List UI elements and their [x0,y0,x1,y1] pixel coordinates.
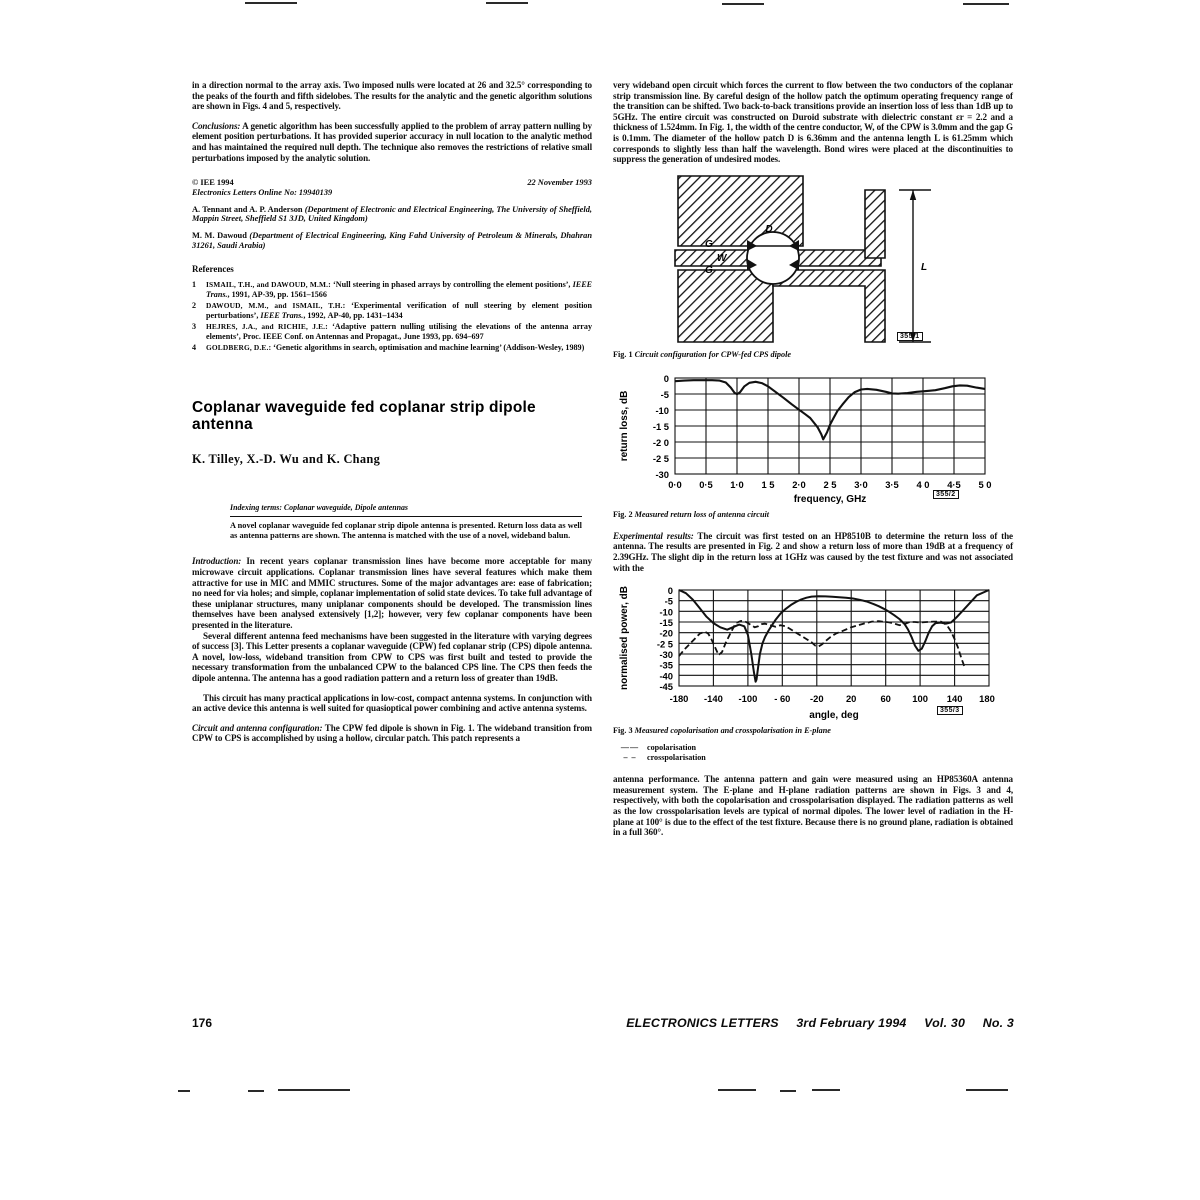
abstract-rule [230,516,582,541]
figure-2-caption [613,510,1013,520]
figure-2 [613,370,1013,525]
journal-name: ELECTRONICS LETTERS [626,1016,779,1030]
figure-3 [613,582,1013,770]
figure-1-caption [613,350,1013,360]
crop-mark-bottom-7 [966,1089,1008,1091]
figure-1-id-box: 355/1 [897,332,923,341]
legend-key-solid-line-icon: —— [620,742,640,752]
affiliation-2-address: (Department of Electrical Engineering, King Fahd University of Petroleum & Minerals, Dhahran 31261, Saudi Arabia) [192,230,592,250]
abstract-text: A novel coplanar waveguide fed coplanar strip dipole antenna is presented. Return loss data as well as antenna patterns are shown. The antenna is matched with the use of a novel, wideband balun. [230,520,582,540]
figure-1 [613,174,1013,370]
figure-2-ytick: -2 0 [652,436,669,448]
figure-2-id-box: 355/2 [933,490,959,499]
figure-2-xtick: 2 5 [823,478,837,490]
figure-3-xtick: 180 [979,693,995,705]
article-one-conclusions [192,121,592,163]
figure-3-ytick: -2 5 [656,638,673,650]
figure-1-label-gap-bottom: G [705,264,713,276]
figure-3-chart [613,582,1013,722]
figure-2-xtick: 4 0 [916,478,930,490]
figure-3-caption [613,726,1013,736]
crop-mark-bottom-5 [780,1090,796,1092]
figure-2-ytick: -10 [655,404,669,416]
article-one-continued-paragraph: in a direction normal to the array axis. Two imposed nulls were located at 26 and 32.5° corresponding to the peaks of the fourth and fifth sidelobes. The results for the analytic and the genetic algorithm solutions are shown in Figs. 4 and 5, respectively. [192,80,592,112]
figure-2-ytick: 0 [663,372,669,384]
figure-3-ytick: -40 [659,670,673,682]
folio-page-number: 176 [192,1016,213,1030]
figure-3-ytick: 0 [667,585,673,597]
figure-3-xtick: -180 [669,693,689,705]
figure-3-caption-text: Measured copolarisation and crosspolarisation in E-plane [632,726,831,736]
reference-volume: AP-40 [327,310,350,320]
figure-2-caption-label: Fig. 2 [613,509,633,519]
conclusions-heading: Conclusions: [192,120,241,131]
affiliation-2 [192,231,592,250]
reference-number: 3 [192,322,197,332]
figure-1-caption-text: Circuit configuration for CPW-fed CPS dipole [632,349,792,359]
configuration-heading: Circuit and antenna configuration: [192,722,323,733]
references-heading: References [192,264,234,275]
article-two-title: Coplanar waveguide fed coplanar strip dipole antenna [192,398,536,433]
copyright-notice: © IEE 1994 [192,178,234,188]
figure-2-xtick: 5 0 [978,478,992,490]
figure-3-caption-label: Fig. 3 [613,726,633,736]
figure-2-chart [613,370,1013,506]
figure-3-ytick: -45 [659,681,673,693]
configuration-text: The CPW fed dipole is shown in Fig. 1. The wideband transition from CPW to CPS is accomplished by using a hollow, circular patch. This patch represents a [192,722,592,744]
affiliation-2-names: M. M. Dawoud [192,230,247,240]
crop-mark-top-1 [245,2,297,4]
figure-2-xtick: 0·0 [668,478,682,490]
journal-date: 3rd February 1994 [796,1016,907,1030]
conclusions-text: A genetic algorithm has been successfully applied to the problem of array pattern nulling by element position perturbations. It has provided superior accuracy in null location to the analytic method and has maintained the required null depth. The technique also removes the restrictions of relative small perturbations imposed by the analytic solution. [192,120,592,163]
received-date: 22 November 1993 [527,178,592,188]
reference-title: : ‘Genetic algorithms in search, optimisation and machine learning’ (Addison-Wesley, 1989) [268,343,585,353]
figure-2-xtick: 4·5 [947,478,961,490]
affiliation-1 [192,205,592,224]
reference-journal: IEEE Trans. [206,280,592,299]
figure-3-ylabel: normalised power, dB [619,586,630,691]
crop-mark-bottom-2 [248,1090,264,1092]
reference-volume: AP-39 [251,289,274,299]
figure-1-caption-label: Fig. 1 [613,349,633,359]
reference-text [206,343,592,353]
reference-title: : ‘Null steering in phased arrays by controlling the element positions’, [328,280,573,290]
crop-mark-top-3 [722,3,764,5]
results-text: The circuit was first tested on an HP8510B to determine the return loss of the antenna. The results are presented in Fig. 2 and show a return loss of more than 19dB at a frequency of 2.39GHz. The slight dip in the return loss at 1GHz was caused by the test fixture and was not associated with the [613,530,1013,573]
page-footer [192,1016,1014,1030]
reference-item [192,301,592,320]
crop-mark-bottom-3 [278,1089,350,1091]
figure-1-diagram [613,174,1013,346]
reference-journal: IEEE Trans. [260,310,304,320]
results-heading: Experimental results: [613,530,694,541]
reference-number: 2 [192,301,197,311]
figure-1-label-gap-top: G [705,238,713,250]
figure-3-xtick: 100 [912,693,928,705]
journal-imprint [626,1016,1014,1030]
figure-2-xtick: 2·0 [792,478,806,490]
figure-3-ytick: -30 [659,649,673,661]
figure-1-label-width: W [717,252,727,264]
figure-3-ytick: -10 [659,606,673,618]
reference-number: 1 [192,280,197,290]
abstract-block [230,503,582,541]
article-two-authors: K. Tilley, X.-D. Wu and K. Chang [192,451,381,466]
reference-number: 4 [192,343,197,353]
figure-3-ytick: -5 [664,595,673,607]
figure-2-xtick: 3·0 [854,478,868,490]
legend-label-crosspolarisation: crosspolarisation [647,753,706,763]
reference-authors: DAWOUD, M.M., and ISMAIL, T.H. [206,301,343,311]
reference-year: , 1991, [227,289,252,299]
affiliation-1-address: (Department of Electronic and Electrical Engineering, The University of Sheffield, Mappin Street, Sheffield S1 3JD, United Kingdom) [192,204,592,224]
reference-text [206,280,592,299]
crop-mark-bottom-1 [178,1090,190,1092]
reference-year: , 1992, [303,310,328,320]
reference-authors: ISMAIL, T.H., and DAWOUD, M.M. [206,280,329,290]
affiliation-1-names: A. Tennant and A. P. Anderson [192,204,303,214]
figure-3-xtick: -20 [810,693,824,705]
copyright-row [192,178,592,188]
figure-2-xlabel: frequency, GHz [793,493,867,505]
reference-authors: GOLDBERG, D.E. [206,343,269,353]
reference-pages: , pp. 1561–1566 [273,289,327,299]
journal-issue: No. 3 [982,1016,1014,1030]
left-column [192,80,592,753]
reference-text [206,301,592,320]
reference-text [206,322,592,341]
figure-2-xtick: 1·0 [730,478,744,490]
figure-3-xtick: -140 [704,693,723,705]
legend-entry-crosspolarisation [613,753,1013,764]
figure-3-ytick: -20 [659,627,673,639]
figure-3-id-box: 355/3 [937,706,963,715]
figure-2-ylabel: return loss, dB [619,390,630,462]
crop-mark-bottom-6 [812,1089,840,1091]
configuration-continued: very wideband open circuit which forces the current to flow between the two conductors of the coplanar strip transmission line. By careful design of the hollow patch the optimum operating frequency range of the transition can be shifted. Two back-to-back transitions provide an insertion loss of less than 1dB up to 5GHz. The entire circuit was constructed on Duroid substrate with dielectric constant εr = 2.2 and a thickness of 1.524mm. In Fig. 1, the width of the centre conductor, W, of the CPW is 3.0mm and the gap G is 0.1mm. The diameter of the hollow patch D is 6.36mm and the antenna length L is 61.25mm which corresponds to slightly less than half the wavelength. Bond wires were placed at the discontinuities to suppress the generation of undesired modes. [613,80,1013,165]
crop-mark-top-2 [486,2,528,4]
crop-mark-bottom-4 [718,1089,756,1091]
reference-item [192,322,592,341]
figure-2-ytick: -2 5 [652,452,669,464]
crop-mark-top-4 [963,3,1009,5]
legend-entry-copolarisation [613,743,1013,754]
figure-2-ytick: -30 [655,468,669,480]
reference-title: : ‘Experimental verification of null steering by element position perturbations’, [206,301,592,320]
figure-2-ytick: -1 5 [652,420,669,432]
article-two-paragraph-2: Several different antenna feed mechanisms have been suggested in the literature with varying degrees of success [3]. This Letter presents a coplanar waveguide (CPW) fed coplanar strip (CPS) dipole antenna. A novel, low-loss, wideband transition from CPW to CPS was first built and tested to provide the necessary transformation from the unbalanced CPW to the balanced CPS line. The CPS then feeds the dipole antenna. The antenna has a good radiation pattern and a return loss of greater than 19dB. [192,630,592,683]
figure-3-xtick: 140 [946,693,963,705]
reference-pages: , pp. 1431–1434 [349,310,403,320]
reference-authors: HEJRES, J.A., and RICHIE, J.E. [206,322,326,332]
introduction-heading: Introduction: [192,556,242,567]
figure-3-xtick: 20 [845,693,857,705]
introduction-text: In recent years coplanar transmission lines have become more acceptable for many microwave circuit applications. Coplanar transmission lines have several features which make them attractive for use in MIC and MMIC structures. Some of the major advantages are: ease of fabrication; no need for via holes; and simple, coplanar implementation of solid state devices. To take full advantage of these uniplanar structures, many uniplanar components should be developed. The transmission lines themselves have been analysed extensively [1,2]; however, very few coplanar components have been presented in the literature. [192,556,592,631]
reference-item [192,343,592,353]
figure-3-xlabel: angle, deg [809,710,859,722]
figure-2-xtick: 1 5 [761,478,775,490]
legend-key-dashed-line-icon: – – [623,753,637,763]
indexing-terms: Indexing terms: Coplanar waveguide, Dipole antennas [230,502,408,512]
article-two-introduction [192,556,592,630]
article-two-paragraph-3: This circuit has many practical applications in low-cost, compact antenna systems. In conjunction with an active device this antenna is well suited for quasioptical power combining and active antenna systems. [192,692,592,714]
figure-3-ytick: -35 [659,659,673,671]
right-column [613,80,1013,847]
figure-3-xtick: -100 [738,693,758,705]
figure-3-xtick: - 60 [774,693,791,705]
experimental-results [613,531,1013,573]
figure-2-xtick: 3·5 [885,478,899,490]
legend-label-copolarisation: copolarisation [647,742,697,752]
figure-3-xtick: 60 [880,693,891,705]
results-continued: antenna performance. The antenna pattern and gain were measured using an HP85360A antenna measurement system. The E-plane and H-plane radiation patterns are shown in Figs. 3 and 4, respectively, with both the copolarisation and crosspolarisation displayed. The radiation patterns as well as the low crosspolarisation levels are typical of normal dipoles. The lower level of radiation in the H-plane at 100° is due to the effect of the test fixture. Because there is no ground plane, radiation is obtained in a full 360°. [613,774,1013,838]
figure-2-xtick: 0·5 [699,478,713,490]
figure-1-label-length: L [921,261,928,273]
reference-item [192,280,592,299]
figure-2-ytick: -5 [660,388,669,400]
figure-2-caption-text: Measured return loss of antenna circuit [632,509,770,519]
figure-3-ytick: -15 [659,617,673,629]
online-number: Electronics Letters Online No: 19940139 [192,187,333,197]
figure-3-legend [613,743,1013,764]
reference-title: : ‘Adaptive pattern nulling utilising the elevations of the antenna array elements’, Proc. IEEE Conf. on Antennas and Propagat., June 1993, pp. 694–697 [206,322,592,341]
journal-volume: Vol. 30 [924,1016,966,1030]
figure-1-label-diameter: D [765,223,773,235]
article-two-configuration [192,723,592,744]
